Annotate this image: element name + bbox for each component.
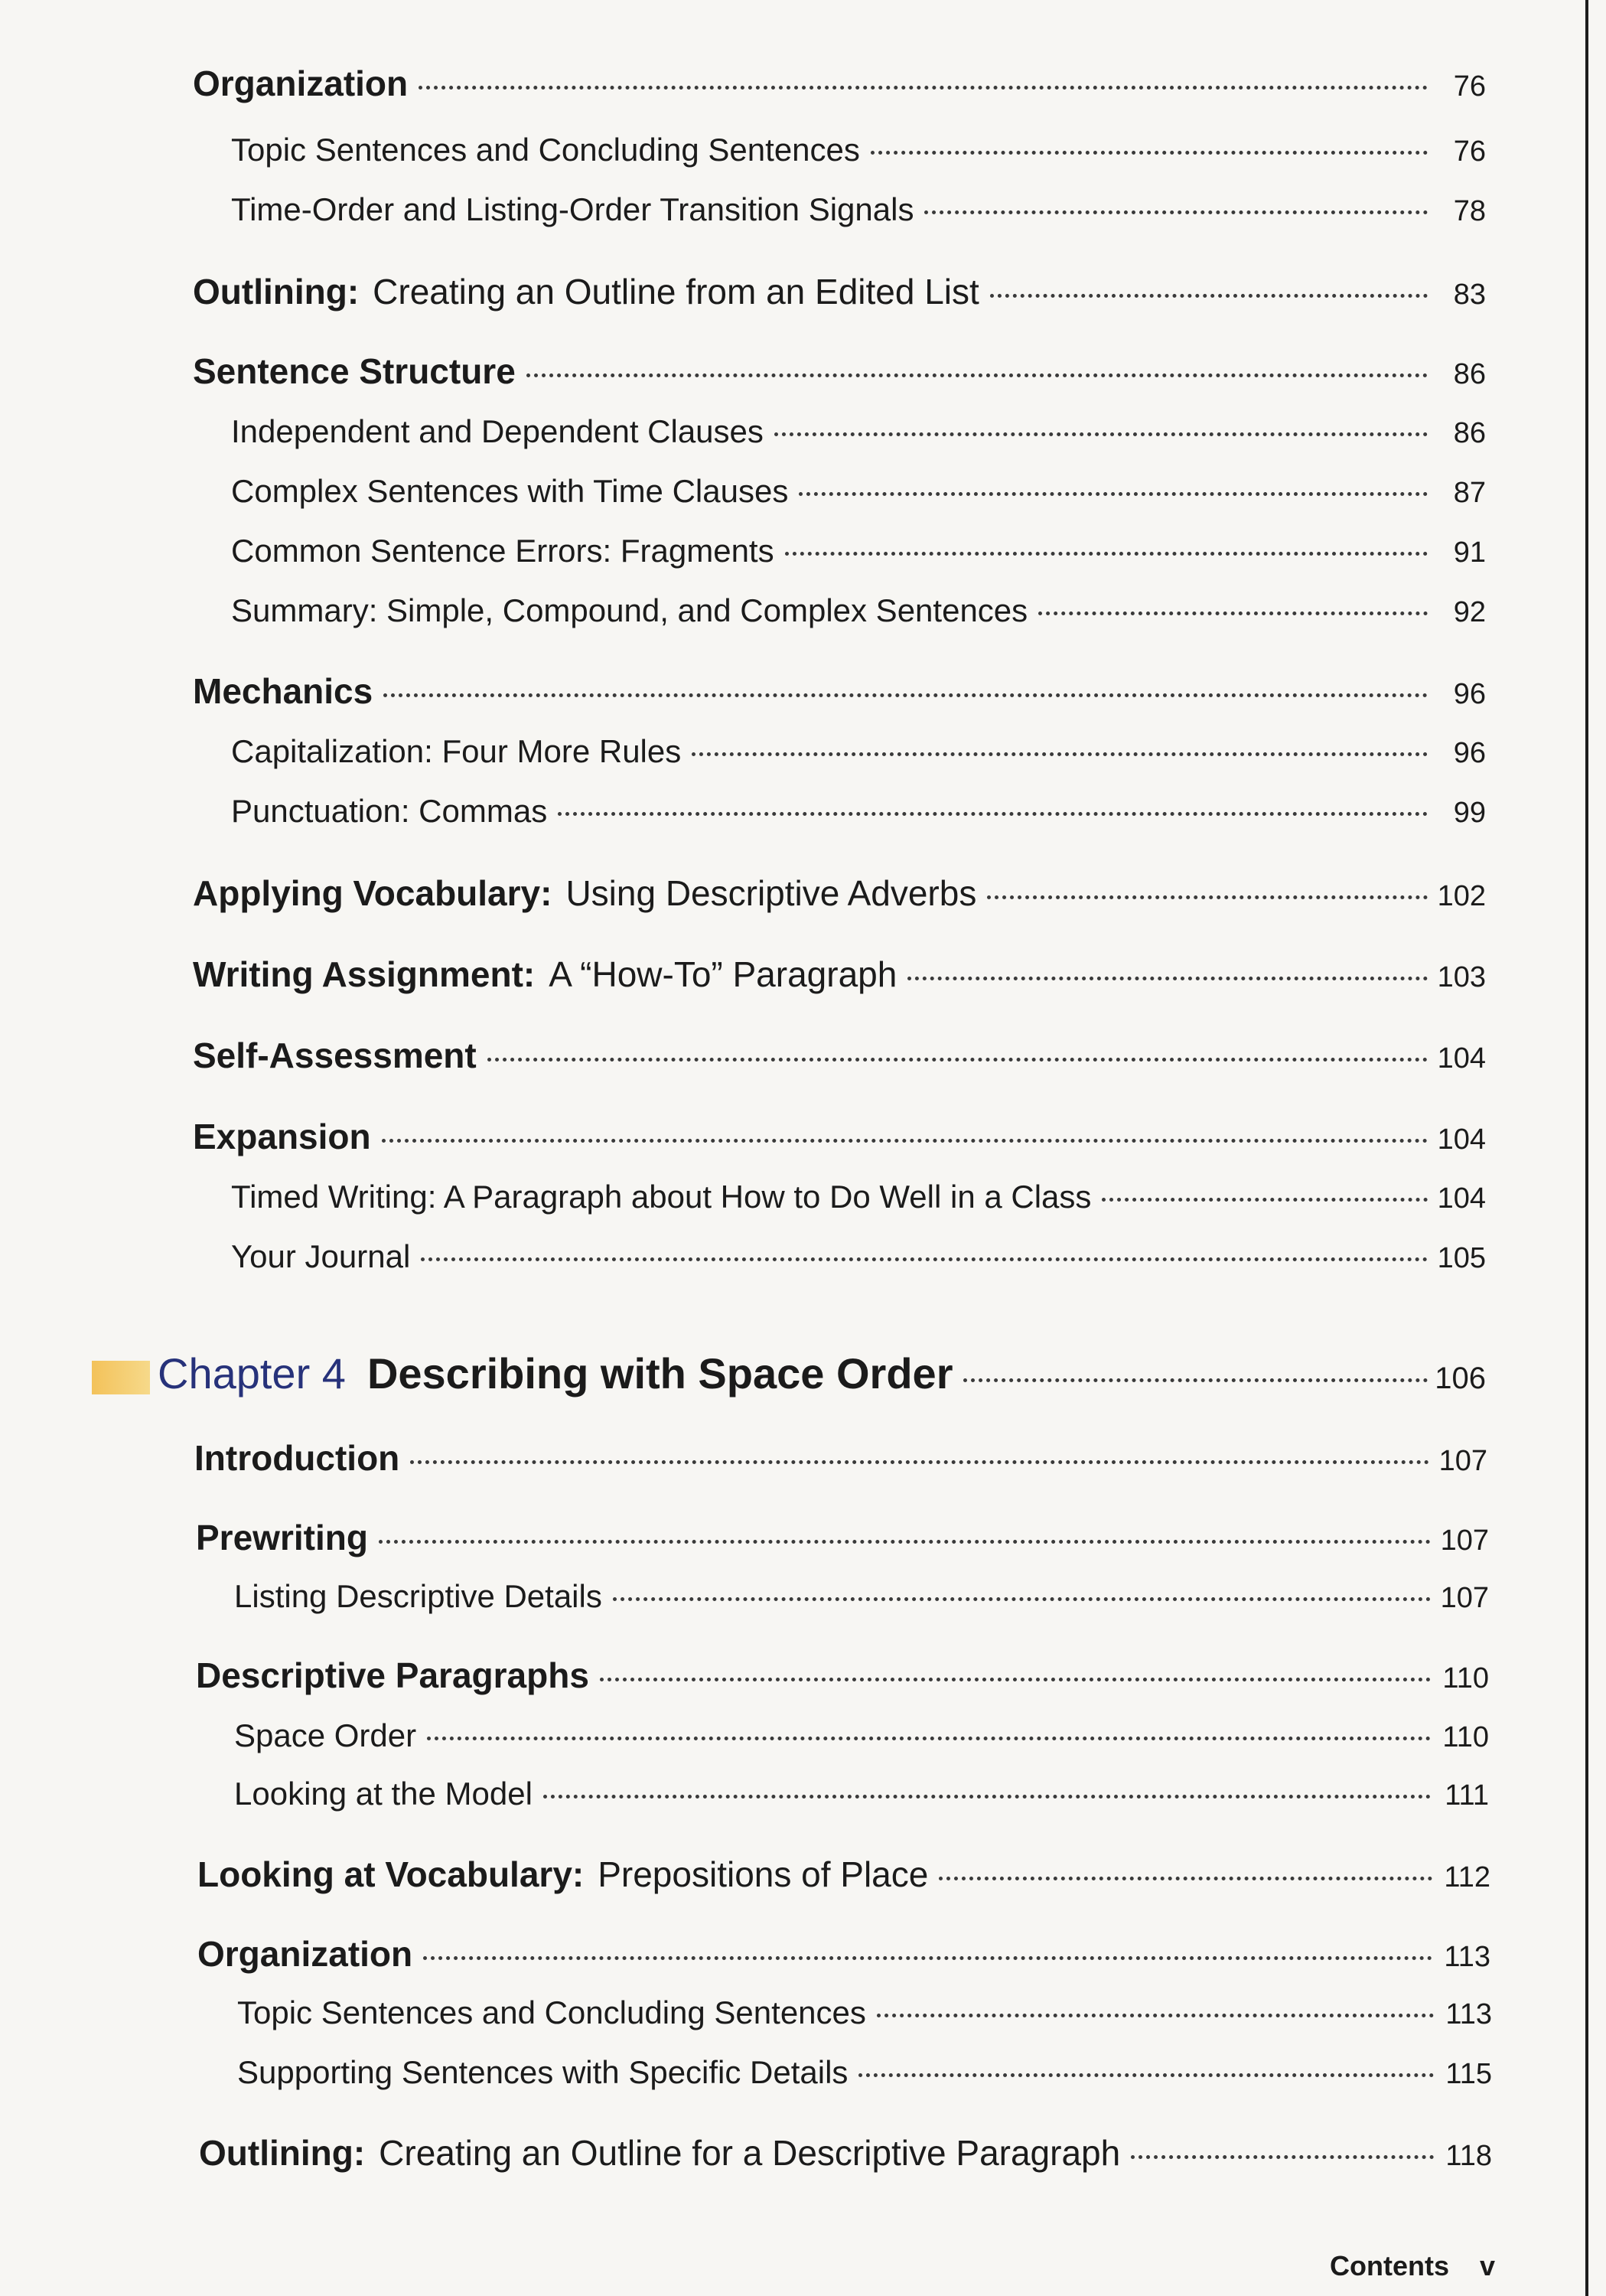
- dot-leader: [487, 1058, 1428, 1062]
- page-number: 83: [1453, 279, 1486, 311]
- toc-subentry-label: Listing Descriptive Details: [234, 1578, 602, 1614]
- toc-subentry: [231, 1179, 1486, 1215]
- page-number: 99: [1453, 797, 1486, 829]
- toc-subentry: [231, 533, 1486, 569]
- dot-leader: [939, 1877, 1432, 1880]
- toc-heading: Mechanics: [193, 671, 373, 711]
- toc-heading: Descriptive Paragraphs: [196, 1655, 589, 1695]
- dot-leader: [1038, 612, 1428, 615]
- toc-entry-outlining-2: [199, 2132, 1492, 2174]
- toc-subentry: [231, 191, 1486, 228]
- dot-leader: [774, 432, 1428, 436]
- page-number: 103: [1437, 961, 1486, 993]
- page-number: 87: [1453, 477, 1486, 509]
- page-number: 86: [1453, 417, 1486, 449]
- toc-subentry-label: Your Journal: [231, 1238, 411, 1274]
- dot-leader: [410, 1460, 1429, 1464]
- toc-subentry: [231, 132, 1486, 168]
- toc-subentry: [231, 413, 1486, 450]
- dot-leader: [785, 552, 1428, 556]
- toc-chapter-4: [158, 1349, 1486, 1398]
- dot-leader: [419, 86, 1428, 90]
- page-number: 115: [1445, 2058, 1492, 2090]
- page-number: 104: [1437, 1042, 1486, 1075]
- dot-leader: [799, 492, 1428, 496]
- footer-label: Contents: [1330, 2250, 1449, 2281]
- toc-subentry: [231, 592, 1486, 629]
- dot-leader: [558, 812, 1428, 816]
- dot-leader: [871, 151, 1428, 155]
- toc-subentry-label: Complex Sentences with Time Clauses: [231, 473, 789, 509]
- toc-subentry-label: Capitalization: Four More Rules: [231, 733, 682, 769]
- toc-entry-outlining: [193, 271, 1486, 312]
- page-number: 110: [1442, 1721, 1489, 1753]
- toc-heading: Sentence Structure: [193, 351, 516, 391]
- toc-heading: Applying Vocabulary:: [193, 873, 552, 913]
- page-number: 104: [1437, 1124, 1486, 1156]
- dot-leader: [421, 1257, 1428, 1261]
- page-number: 78: [1453, 195, 1486, 227]
- toc-heading-subtitle: Creating an Outline for a Descriptive Paragraph: [379, 2133, 1121, 2173]
- dot-leader: [613, 1597, 1431, 1601]
- page-number: 76: [1453, 135, 1486, 168]
- dot-leader: [692, 752, 1428, 756]
- toc-subentry: [237, 2054, 1492, 2091]
- toc-subentry: [234, 1717, 1489, 1754]
- toc-subentry: [234, 1776, 1489, 1812]
- toc-subentry-label: Looking at the Model: [234, 1776, 533, 1812]
- toc-subentry: [231, 1238, 1486, 1275]
- dot-leader: [1102, 1198, 1428, 1202]
- toc-subentry-label: Summary: Simple, Compound, and Complex Sentences: [231, 592, 1028, 628]
- page-number: 86: [1453, 358, 1486, 390]
- page-number: 112: [1444, 1861, 1490, 1893]
- toc-entry-writing-assignment: [193, 954, 1486, 995]
- toc-entry-prewriting: [196, 1517, 1489, 1558]
- toc-subentry: [231, 793, 1486, 830]
- page-edge-rule: [1585, 0, 1588, 2296]
- dot-leader: [987, 895, 1428, 899]
- toc-subentry: [231, 733, 1486, 770]
- page-number: 113: [1445, 1998, 1492, 2030]
- toc-heading: Outlining:: [199, 2133, 366, 2173]
- toc-entry-applying-vocabulary: [193, 872, 1486, 914]
- dot-leader: [924, 210, 1428, 214]
- toc-heading: Prewriting: [196, 1518, 368, 1557]
- dot-leader: [963, 1378, 1428, 1382]
- toc-heading: Looking at Vocabulary:: [197, 1854, 585, 1894]
- page-number: 106: [1435, 1362, 1486, 1395]
- toc-heading-subtitle: Using Descriptive Adverbs: [565, 873, 977, 913]
- toc-subentry: [234, 1578, 1489, 1615]
- page-number: 105: [1437, 1242, 1486, 1274]
- page-number: 107: [1440, 1582, 1489, 1614]
- page-number: 107: [1440, 1525, 1489, 1557]
- toc-entry-looking-at-vocabulary: [197, 1854, 1490, 1895]
- dot-leader: [907, 977, 1428, 980]
- toc-heading: Writing Assignment:: [193, 954, 536, 994]
- toc-subentry-label: Topic Sentences and Concluding Sentences: [231, 132, 860, 168]
- dot-leader: [990, 294, 1428, 298]
- page-number: 111: [1445, 1779, 1489, 1812]
- toc-heading: Organization: [193, 64, 409, 103]
- toc-subentry-label: Common Sentence Errors: Fragments: [231, 533, 774, 569]
- toc-entry-introduction: [194, 1437, 1487, 1479]
- footer-page-numeral: v: [1480, 2250, 1496, 2281]
- toc-heading: Expansion: [193, 1117, 371, 1156]
- page-number: 113: [1444, 1941, 1490, 1973]
- page-number: 104: [1437, 1182, 1486, 1215]
- toc-entry-expansion: [193, 1116, 1486, 1157]
- toc-entry-organization-2: [197, 1933, 1490, 1975]
- dot-leader: [877, 2014, 1434, 2017]
- page-number: 92: [1453, 596, 1486, 628]
- chapter-marker-icon: [92, 1361, 150, 1394]
- toc-heading-subtitle: Creating an Outline from an Edited List: [373, 272, 979, 311]
- toc-subentry-label: Supporting Sentences with Specific Details: [237, 2054, 849, 2090]
- toc-subentry: [237, 1994, 1492, 2031]
- dot-leader: [379, 1540, 1431, 1544]
- toc-heading-subtitle: A “How-To” Paragraph: [549, 954, 897, 994]
- dot-leader: [427, 1737, 1431, 1740]
- dot-leader: [543, 1795, 1431, 1799]
- toc-heading: Outlining:: [193, 272, 360, 311]
- toc-subentry-label: Topic Sentences and Concluding Sentences: [237, 1994, 866, 2030]
- dot-leader: [423, 1956, 1432, 1960]
- toc-subentry-label: Timed Writing: A Paragraph about How to Do Well in a Class: [231, 1179, 1092, 1215]
- toc-entry-organization: [193, 63, 1486, 104]
- page-number: 76: [1453, 70, 1486, 103]
- toc-heading-subtitle: Prepositions of Place: [598, 1854, 929, 1894]
- page-number: 96: [1453, 737, 1486, 769]
- toc-entry-descriptive-paragraphs: [196, 1655, 1489, 1696]
- page-number: 107: [1438, 1445, 1487, 1477]
- toc-entry-mechanics: [193, 670, 1486, 712]
- page-number: 118: [1445, 2140, 1492, 2172]
- dot-leader: [383, 693, 1428, 697]
- toc-heading: Self-Assessment: [193, 1035, 477, 1075]
- toc-subentry-label: Time-Order and Listing-Order Transition Signals: [231, 191, 914, 227]
- dot-leader: [600, 1678, 1431, 1681]
- dot-leader: [382, 1139, 1428, 1143]
- toc-entry-sentence-structure: [193, 351, 1486, 392]
- toc-heading: Introduction: [194, 1438, 400, 1478]
- toc-subentry-label: Punctuation: Commas: [231, 793, 548, 829]
- toc-subentry-label: Space Order: [234, 1717, 417, 1753]
- page-number: 102: [1437, 880, 1486, 912]
- dot-leader: [1131, 2155, 1434, 2159]
- dot-leader: [858, 2073, 1434, 2077]
- toc-entry-self-assessment: [193, 1035, 1486, 1076]
- page-number: 96: [1453, 678, 1486, 710]
- toc-subentry-label: Independent and Dependent Clauses: [231, 413, 764, 449]
- chapter-title: Describing with Space Order: [366, 1349, 953, 1397]
- dot-leader: [526, 373, 1428, 377]
- toc-heading: Organization: [197, 1934, 413, 1974]
- page-number: 91: [1453, 536, 1486, 569]
- page-number: 110: [1442, 1662, 1489, 1694]
- chapter-label: Chapter 4: [158, 1349, 346, 1397]
- page-footer: [1330, 2250, 1495, 2282]
- toc-subentry: [231, 473, 1486, 510]
